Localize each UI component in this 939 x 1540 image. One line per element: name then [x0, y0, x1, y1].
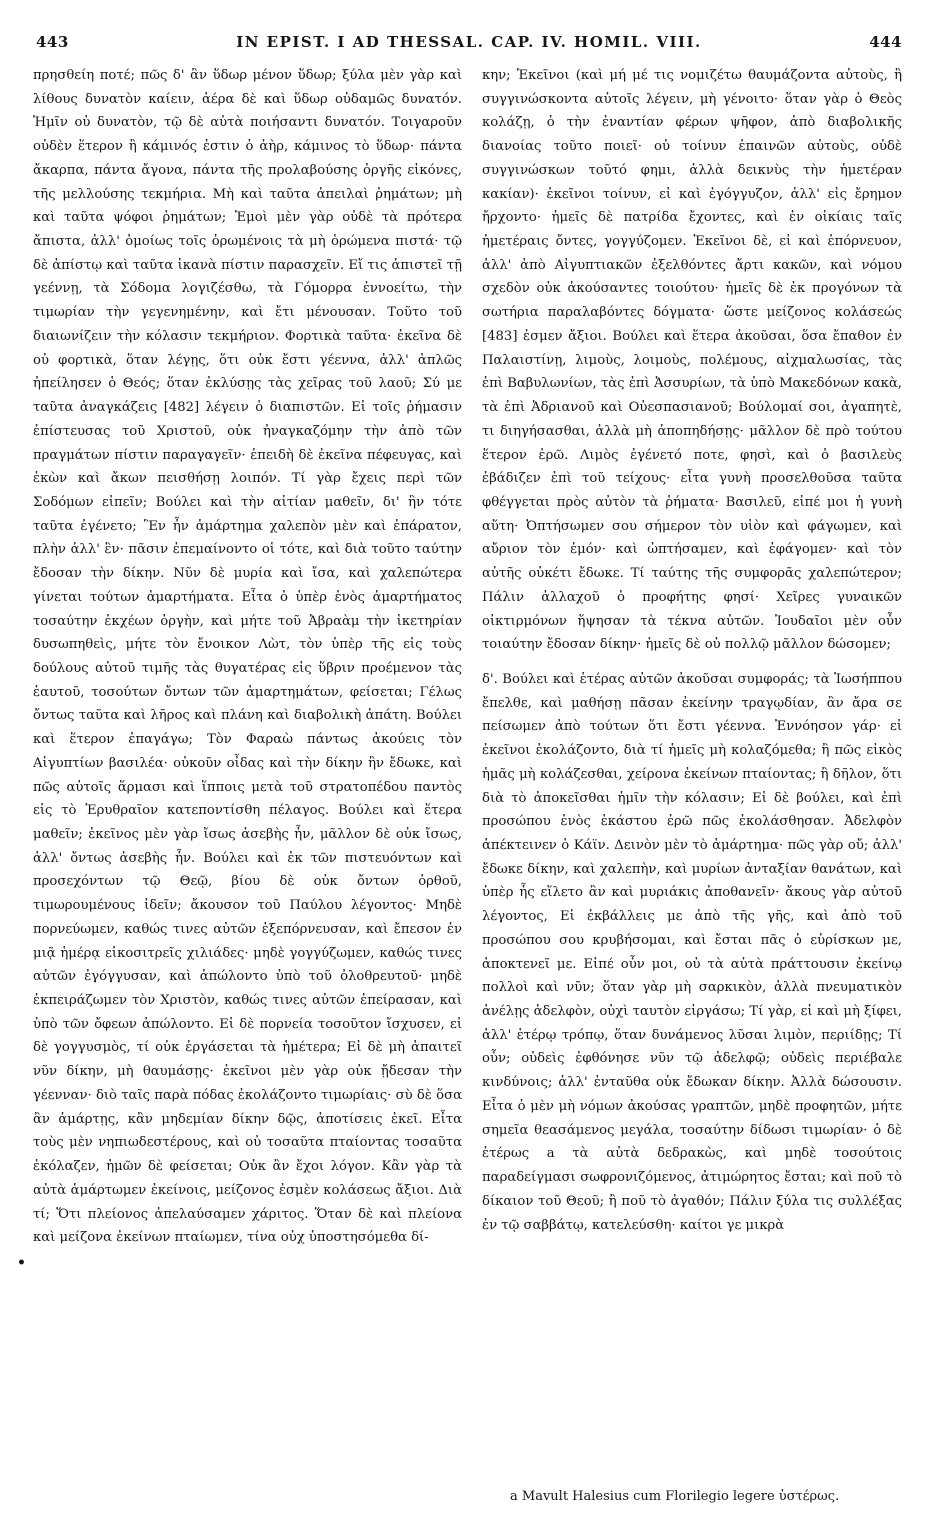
left-paragraph: πρησθείη ποτέ; πῶς δ' ἂν ὕδωρ μένον ὕδωρ; ξύλα μὲν γὰρ καὶ λίθους δυνατὸν καίειν, ἀέρα δὲ καὶ ὕδωρ οὐδαμῶς δυνατόν. Ἡμῖν οὐ δυνατὸν, τῷ δὲ αὐτὰ ποιήσαντι δυνατόν. Τοιγαροῦν οὐδὲν ἕτερον ἢ κάμινός ἐστιν ὁ ἀὴρ, κάμινος τὸ ὕδωρ· πάντα ἄκαρπα, πάντα ἄγονα, πάντα τῆς προλαβούσης ὀργῆς εἰκόνες, τῆς μελλούσης τεκμήρια. Μὴ καὶ ταῦτα ἀπειλαὶ ῥημάτων; μὴ καὶ ταῦτα ψόφοι ῥημάτων; Ἐμοὶ μὲν γὰρ οὐδὲ τὰ πρότερα ἄπιστα, ἀλλ' ὁμοίως τοῖς ὁρωμένοις τὰ μὴ ὁρώμενα πιστά· τῷ δὲ ἀπίστῳ καὶ ταῦτα ἱκανὰ πίστιν παρασχεῖν. Εἴ τις ἀπιστεῖ τῇ γεέννῃ, τὰ Σόδομα λογιζέσθω, τὰ Γόμορρα ἐννοείτω, τὴν τιμωρίαν τὴν γεγενημένην, καὶ ἔτι μένουσαν. Τοῦτο τοῦ διαιωνίζειν τὴν κόλασιν τεκμήριον. Φορτικὰ ταῦτα· ἐκεῖνα δὲ οὐ φορτικὰ, ὅταν λέγῃς, ὅτι οὐκ ἔστι γέεννα, ἀλλ' ἁπλῶς ἠπείλησεν ὁ Θεός; ὅταν ἐκλύσῃς τὰς χεῖρας τοῦ λαοῦ; Σύ με ταῦτα ἀναγκάζεις [482] λέγειν ὁ διαπιστῶν. Εἰ τοῖς ῥήμασιν ἐπίστευσας τοῦ Χριστοῦ, οὐκ ἠναγκαζόμην τὴν ἀπὸ τῶν πραγμάτων πίστιν παραγαγεῖν· ἐπειδὴ δὲ ἐκεῖνα πέφευγας, καὶ ἑκὼν καὶ ἄκων πεισθήσῃ λοιπόν. Τί γὰρ ἔχεις περὶ τῶν Σοδόμων εἰπεῖν; Βούλει καὶ τὴν αἰτίαν μαθεῖν, δι' ἣν τότε ταῦτα ἐγένετο; Ἓν ἦν ἁμάρτημα χαλεπὸν μὲν καὶ ἐπάρατον, πλὴν ἀλλ' ἓν· πᾶσιν ἐπεμαίνοντο οἱ τότε, καὶ διὰ τοῦτο ταύτην ἔδοσαν τὴν δίκην. Νῦν δὲ μυρία καὶ ἴσα, καὶ χαλεπώτερα γίνεται τούτων ἁμαρτήματα. Εἶτα ὁ ὑπὲρ ἑνὸς ἁμαρτήματος τοσαύτην ἐκχέων ὀργὴν, καὶ μήτε τοῦ Ἀβραὰμ τὴν ἱκετηρίαν δυσωπηθεὶς, μήτε τὸν ἔνοικον Λὼτ, τὸν ὑπὲρ τῆς εἰς τοὺς δούλους αὐτοῦ τιμῆς τὰς θυγατέρας εἰς ὕβριν προέμενον τὰς ἑαυτοῦ, τοσούτων ὄντων τῶν ἁμαρτημάτων, φείσεται; Γέλως ὄντως ταῦτα καὶ λῆρος καὶ πλάνη καὶ διαβολικὴ ἀπάτη. Βούλει καὶ ἕτερον ἐπαγάγω; Τὸν Φαραὼ πάντως ἀκούεις τὸν Αἰγυπτίων βασιλέα· οὐκοῦν οἶδας καὶ τὴν δίκην ἣν ἔδωκε, καὶ πῶς αὐτοῖς ἅρμασι καὶ ἵπποις μετὰ τοῦ στρατοπέδου παντὸς εἰς τὸ Ἐρυθραῖον κατεποντίσθη πέλαγος. Βούλει καὶ ἕτερα μαθεῖν; ἐκεῖνος μὲν γὰρ ἴσως ἀσεβὴς ἦν, μᾶλλον δὲ οὐκ ἴσως, ἀλλ' ὄντως ἀσεβὴς ἦν. Βούλει καὶ ἐκ τῶν πιστευόντων καὶ προσεχόντων τῷ Θεῷ, βίου δὲ οὐκ ὄντων ὀρθοῦ, τιμωρουμένους ἰδεῖν; ἄκουσον τοῦ Παύλου λέγοντος· Μηδὲ πορνεύωμεν, καθώς τινες αὐτῶν ἐξεπόρνευσαν, καὶ ἔπεσον ἐν μιᾷ ἡμέρᾳ εἰκοσιτρεῖς χιλιάδες· μηδὲ γογγύζωμεν, καθώς τινες αὐτῶν ἐγόγγυσαν, καὶ ἀπώλοντο ὑπὸ τοῦ ὀλοθρευτοῦ· μηδὲ ἐκπειράζωμεν τὸν Χριστὸν, καθώς τινες αὐτῶν ἐπείρασαν, καὶ ὑπὸ τῶν ὄφεων ἀπώλοντο. Εἰ δὲ πορνεία τοσοῦτον ἴσχυσεν, εἰ δὲ γογγυσμὸς, τί οὐκ ἐργάσεται τὰ ἡμέτερα; Εἰ δὲ μὴ ἀπαιτεῖ νῦν δίκην, μὴ θαυμάσῃς· ἐκεῖνοι μὲν γὰρ οὐκ ᾔδεσαν τὴν γέενναν· διὸ ταῖς παρὰ πόδας ἐκολάζοντο τιμωρίαις· σὺ δὲ ὅσα ἂν ἁμάρτῃς, κἂν μηδεμίαν δίκην δῷς, ἀποτίσεις ἐκεῖ. Εἶτα τοὺς μὲν νηπιωδεστέρους, καὶ οὐ τοσαῦτα πταίοντας τοσαῦτα ἐκόλαζεν, ἡμῶν δὲ φείσεται; Οὐκ ἂν ἔχοι λόγον. Κἂν γὰρ τὰ αὐτὰ ἁμάρτωμεν ἐκείνοις, μείζονος ἐσμὲν κολάσεως ἄξιοι. Διὰ τί; Ὅτι πλείονος ἀπελαύσαμεν χάριτος. Ὅταν δὲ καὶ πλείονα καὶ μείζονα ἐκείνων πταίωμεν, τίνα οὐχ ὑποστησόμεθα δί- [33, 68, 462, 1246]
footnote: a Mavult Halesius cum Florilegio legere ὑστέρως. [510, 1489, 840, 1504]
running-title: IN EPIST. I AD THESSAL. CAP. IV. HOMIL. VIII. [236, 33, 702, 51]
page-header [36, 33, 902, 55]
page-number-right: 444 [869, 33, 902, 51]
left-column [33, 64, 462, 1250]
right-paragraph: κην; Ἐκεῖνοι (καὶ μή μέ τις νομιζέτω θαυμάζοντα αὐτοὺς, ἢ συγγινώσκοντα αὐτοῖς λέγειν, μὴ γένοιτο· ὅταν γὰρ ὁ Θεὸς κολάζῃ, ὁ τὴν ἐναντίαν φέρων ψῆφον, ἀπὸ διαβολικῆς διανοίας τοῦτο ποιεῖ· οὐ τοίνυν ἐπαινῶν αὐτοὺς, οὐδὲ συγγινώσκων τοῦτό φημι, ἀλλὰ δεικνὺς τὴν ἡμετέραν κακίαν)· ἐκεῖνοι τοίνυν, εἰ καὶ ἐγόγγυζον, ἀλλ' εἰς ἔρημον ἤρχοντο· ἡμεῖς δὲ πατρίδα ἔχοντες, καὶ ἐν οἰκίαις ταῖς ἡμετέραις ὄντες, γογγύζομεν. Ἐκεῖνοι δὲ, εἰ καὶ ἐπόρνευον, ἀλλ' ἀπὸ Αἰγυπτιακῶν ἐξελθόντες ἄρτι κακῶν, καὶ νόμου σχεδὸν οὐκ ἀκούσαντες τοιούτου· ἡμεῖς δὲ ἐκ προγόνων τὰ σωτήρια παραλαβόντες δόγματα· ὥστε μείζονος κολάσεώς [483] ἐσμεν ἄξιοι. Βούλει καὶ ἕτερα ἀκοῦσαι, ὅσα ἔπαθον ἐν Παλαιστίνῃ, λιμοὺς, λοιμοὺς, πολέμους, αἰχμαλωσίας, τὰς ἐπὶ Βαβυλωνίων, τὰς ἐπὶ Ἀσσυρίων, τὰ ὑπὸ Μακεδόνων κακὰ, τὰ ἐπὶ Ἀδριανοῦ καὶ Οὐεσπασιανοῦ; Βούλομαί σοι, ἀγαπητὲ, τι διηγήσασθαι, ἀλλὰ μὴ ἀποπηδήσῃς· μᾶλλον δὲ πρὸ τούτου ἕτερον ἐρῶ. Λιμὸς ἐγένετό ποτε, φησὶ, καὶ ὁ βασιλεὺς ἐβάδιζεν ἐπὶ τοῦ τείχους· εἶτα γυνὴ προσελθοῦσα ταῦτα φθέγγεται πρὸς αὐτὸν τὰ ῥήματα· Βασιλεῦ, εἰπέ μοι ἡ γυνὴ αὕτη· Ὀπτήσωμεν σου σήμερον τὸν υἱὸν καὶ φάγωμεν, καὶ αὔριον τὸν ἐμόν· καὶ ὠπτήσαμεν, καὶ ἐφάγομεν· καὶ τὸν αὐτῆς οὐκέτι ἔδωκε. Τί ταύτης τῆς συμφορᾶς χαλεπώτερον; Πάλιν ἀλλαχοῦ ὁ προφήτης φησί· Χεῖρες γυναικῶν οἰκτιρμόνων ἥψησαν τὰ τέκνα αὐτῶν. Ἰουδαῖοι μὲν οὖν τοιαύτην ἔδοσαν δίκην· ἡμεῖς δὲ οὐ πολλῷ μᾶλλον δώσομεν; [482, 68, 902, 653]
right-column [482, 64, 902, 1237]
right-paragraph-section-4: δ'. Βούλει καὶ ἑτέρας αὐτῶν ἀκοῦσαι συμφοράς; τὰ Ἰωσήππου ἔπελθε, καὶ μαθήσῃ πᾶσαν ἐκείνην τραγῳδίαν, ἂν ἄρα σε πείσωμεν ἀπὸ τούτων ὅτι ἔστι γέεννα. Ἐννόησον γάρ· εἰ ἐκεῖνοι ἐκολάζοντο, διὰ τί ἡμεῖς μὴ κολαζόμεθα; ἢ πῶς εἰκὸς ἡμᾶς μὴ κολάζεσθαι, χείρονα ἐκείνων πταίοντας; ἢ δῆλον, ὅτι διὰ τὸ ἀποκεῖσθαι ἡμῖν τὴν κόλασιν; Εἰ δὲ βούλει, καὶ ἐπὶ προσώπου ἑνὸς ἑκάστου ἐρῶ πῶς ἐκολάσθησαν. Ἀδελφὸν ἀπέκτεινεν ὁ Κάϊν. Δεινὸν μὲν τὸ ἁμάρτημα· πῶς γὰρ οὔ; ἀλλ' ἔδωκε δίκην, καὶ χαλεπὴν, καὶ μυρίων ἀνταξίαν θανάτων, καὶ ὑπὲρ ἧς εἵλετο ἂν καὶ μυριάκις ἀποθανεῖν· ἄκους γὰρ αὐτοῦ λέγοντος, Εἰ ἐκβάλλεις με ἀπὸ τῆς γῆς, καὶ ἀπὸ τοῦ προσώπου σου κρυβήσομαι, καὶ ἔσται πᾶς ὁ εὑρίσκων με, ἀποκτενεῖ με. Εἰπέ οὖν μοι, οὐ τὰ αὐτὰ πράττουσιν ἐκείνῳ πολλοὶ καὶ νῦν; ὅταν γὰρ μὴ σαρκικὸν, ἀλλὰ πνευματικὸν ἀνέλῃς ἀδελφὸν, οὐχὶ ταυτὸν εἰργάσω; Τί γὰρ, εἰ καὶ μὴ ξίφει, ἀλλ' ἑτέρῳ τρόπῳ, ὅταν δυνάμενος λῦσαι λιμὸν, περιίδῃς; Τί οὖν; οὐδεὶς ἐφθόνησε νῦν τῷ ἀδελφῷ; οὐδεὶς περιέβαλε κινδύνοις; ἀλλ' ἐνταῦθα οὐκ ἔδωκαν δίκην. Ἀλλὰ δώσουσιν. Εἶτα ὁ μὲν μὴ νόμων ἀκούσας γραπτῶν, μηδὲ προφητῶν, μήτε σημεῖα θεασάμενος μεγάλα, τοσαύτην δίδωσι τιμωρίαν· ὁ δὲ ἑτέρως a τὰ αὐτὰ δεδρακὼς, καὶ μηδὲ τοσούτοις παραδείγμασι σωφρονιζόμενος, ἀτιμώρητος ἔσται; καὶ ποῦ τὸ δίκαιον τοῦ Θεοῦ; ἢ ποῦ τὸ ἀγαθόν; Πάλιν ξύλα τις συλλέξας ἐν τῷ σαββάτῳ, κατελεύσθη· καίτοι γε μικρὰ [482, 671, 902, 1233]
page-number-left: 443 [36, 33, 69, 51]
margin-mark: • [17, 1255, 26, 1271]
